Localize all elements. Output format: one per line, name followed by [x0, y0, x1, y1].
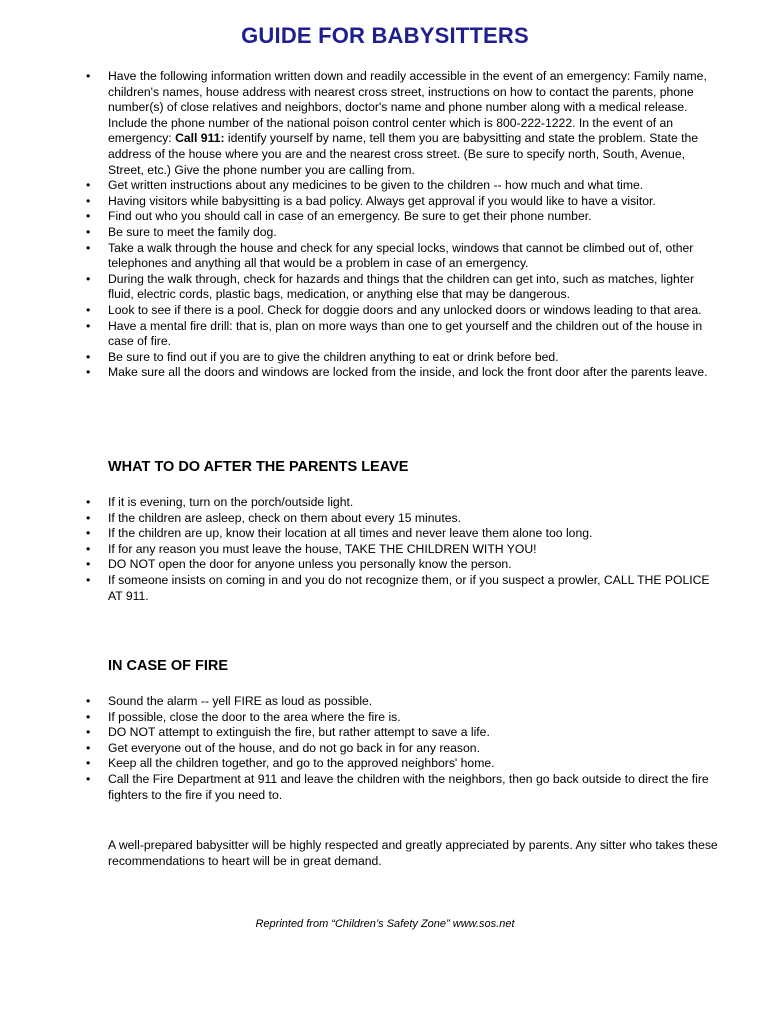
list-item-text: identify yourself by name, tell them you are babysitting and state the problem. State the address of the house where you are and the nearest cross street. (Be sure to specify north, South, Avenue, Street, etc.) Give the phone number you are calling from.	[108, 131, 699, 177]
list-item: • Find out who you should call in case of an emergency. Be sure to get their phone number.	[0, 209, 720, 225]
list-item: • Be sure to meet the family dog.	[0, 225, 720, 241]
list-item: • If the children are up, know their location at all times and never leave them alone too long.	[0, 526, 720, 542]
list-item: • Get written instructions about any medicines to be given to the children -- how much and what time.	[0, 178, 720, 194]
list-item: • Call the Fire Department at 911 and leave the children with the neighbors, then go back outside to direct the fire fighters to the fire if you need to.	[0, 772, 720, 803]
list-item-text: Have the following information written down and readily accessible in the event of an emergency: Family name, children's names, house address with nearest cross street, instructions on how to contact the parents, phone number(s) of close relatives and neighbors, doctor's name and phone number along with a medical release. Include the phone number of the national poison control center which is 800-222-1222. In the event of an emergency:	[108, 69, 707, 146]
list-item: • Make sure all the doors and windows are locked from the inside, and lock the front door after the parents leave.	[0, 365, 720, 381]
list-item: • Be sure to find out if you are to give the children anything to eat or drink before bed.	[0, 350, 720, 366]
list-item: • DO NOT open the door for anyone unless you personally know the person.	[0, 557, 720, 573]
fire-list	[0, 694, 720, 803]
list-item: • During the walk through, check for hazards and things that the children can get into, such as matches, lighter fluid, electric cords, plastic bags, medication, or anything else that may be dangerous.	[0, 272, 720, 303]
list-item: • Look to see if there is a pool. Check for doggie doors and any unlocked doors or windows leading to that area.	[0, 303, 720, 319]
call-911-emphasis: Call 911:	[175, 131, 225, 146]
list-item	[0, 69, 720, 178]
after-parents-list	[0, 495, 720, 604]
page-title: GUIDE FOR BABYSITTERS	[241, 23, 529, 48]
list-item: • Keep all the children together, and go to the approved neighbors' home.	[0, 756, 720, 772]
list-item: • If for any reason you must leave the house, TAKE THE CHILDREN WITH YOU!	[0, 542, 720, 558]
list-item: • Get everyone out of the house, and do not go back in for any reason.	[0, 741, 720, 757]
fire-heading: IN CASE OF FIRE	[108, 658, 229, 674]
list-item: • If the children are asleep, check on them about every 15 minutes.	[0, 511, 720, 527]
list-item: • Have a mental fire drill: that is, plan on more ways than one to get yourself and the children out of the house in case of fire.	[0, 319, 720, 350]
list-item: • If possible, close the door to the area where the fire is.	[0, 710, 720, 726]
preparation-list	[0, 69, 720, 381]
list-item: • If someone insists on coming in and you do not recognize them, or if you suspect a prowler, CALL THE POLICE AT 911.	[0, 573, 720, 604]
closing-paragraph: A well-prepared babysitter will be highly respected and greatly appreciated by parents. Any sitter who takes these recommendations to heart will be in great demand.	[108, 838, 718, 868]
list-item: • Having visitors while babysitting is a bad policy. Always get approval if you would like to have a visitor.	[0, 194, 720, 210]
list-item: • DO NOT attempt to extinguish the fire, but rather attempt to save a life.	[0, 725, 720, 741]
list-item: • Sound the alarm -- yell FIRE as loud as possible.	[0, 694, 720, 710]
list-item: • If it is evening, turn on the porch/outside light.	[0, 495, 720, 511]
reprint-footer: Reprinted from “Children’s Safety Zone” www.sos.net	[255, 918, 515, 930]
list-item: • Take a walk through the house and check for any special locks, windows that cannot be climbed out of, other telephones and anything all that would be a problem in case of an emergency.	[0, 241, 720, 272]
after-parents-heading: WHAT TO DO AFTER THE PARENTS LEAVE	[108, 459, 409, 475]
